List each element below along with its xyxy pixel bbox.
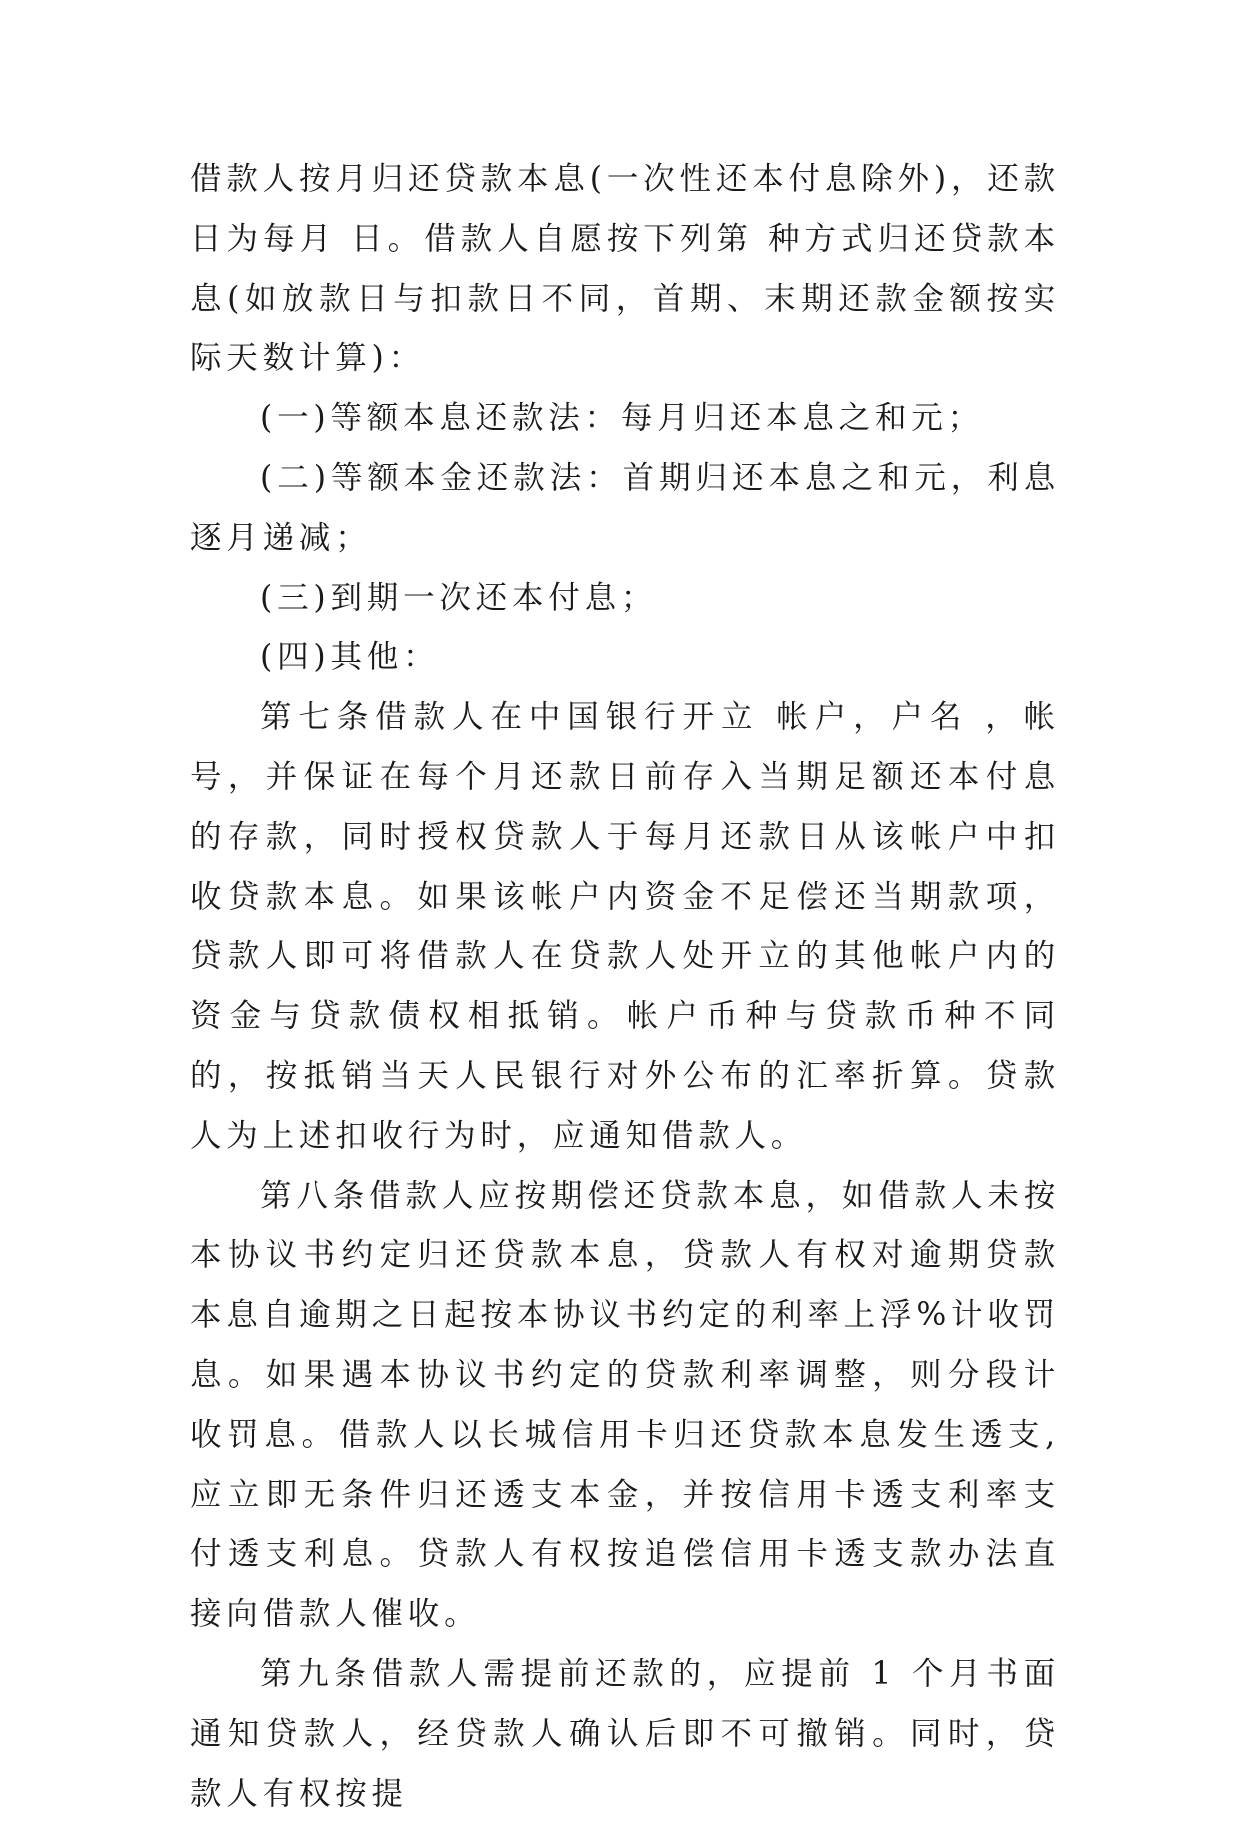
paragraph-option-4: (四)其他：	[260, 639, 440, 676]
document-page	[190, 150, 1060, 1824]
paragraph-option-2: (二)等额本金还款法：首期归还本息之和元，利息逐月递减；	[190, 459, 1060, 556]
paragraph-option-3: (三)到期一次还本付息；	[260, 579, 658, 616]
paragraph-article-9: 第九条借款人需提前还款的，应提前 1 个月书面通知贷款人，经贷款人确认后即不可撤销。同时，贷款人有权按提	[190, 1655, 1060, 1812]
paragraph-option-1: (一)等额本息还款法：每月归还本息之和元；	[260, 400, 984, 437]
paragraph-article-7: 第七条借款人在中国银行开立 帐户，户名 ，帐号，并保证在每个月还款日前存入当期足额还本付息的存款，同时授权贷款人于每月还款日从该帐户中扣收贷款本息。如果该帐户内资金不足偿还当期款项，贷款人即可将借款人在贷款人处开立的其他帐户内的资金与贷款债权相抵销。帐户币种与贷款币种不同的，按抵销当天人民银行对外公布的汇率折算。贷款人为上述扣收行为时，应通知借款人。	[190, 699, 1060, 1154]
paragraph-repayment-terms: 借款人按月归还贷款本息(一次性还本付息除外)，还款日为每月 日。借款人自愿按下列第 种方式归还贷款本息(如放款日与扣款日不同，首期、末期还款金额按实际天数计算)：	[190, 161, 1060, 377]
paragraph-article-8: 第八条借款人应按期偿还贷款本息，如借款人未按本协议书约定归还贷款本息，贷款人有权对逾期贷款本息自逾期之日起按本协议书约定的利率上浮%计收罚息。如果遇本协议书约定的贷款利率调整，则分段计收罚息。借款人以长城信用卡归还贷款本息发生透支,应立即无条件归还透支本金，并按信用卡透支利率支付透支利息。贷款人有权按追偿信用卡透支款办法直接向借款人催收。	[190, 1177, 1060, 1633]
